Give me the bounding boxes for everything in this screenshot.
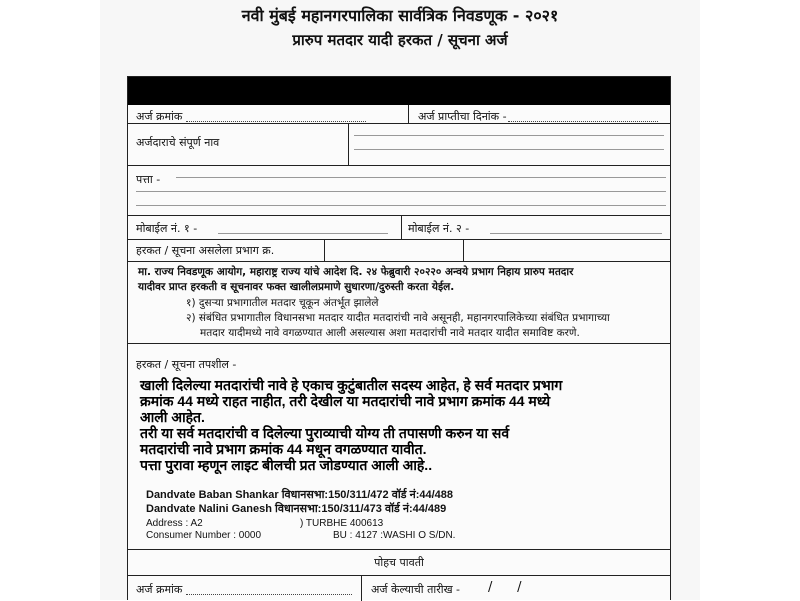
divider — [463, 239, 464, 261]
details-handwritten-text — [140, 377, 665, 473]
address-field[interactable] — [176, 177, 666, 178]
divider — [128, 123, 670, 124]
divider — [128, 239, 670, 240]
mobile2-field[interactable] — [490, 233, 662, 234]
applicant-name-field[interactable] — [354, 135, 664, 136]
divider — [128, 215, 670, 216]
divider — [361, 575, 362, 601]
details-line: पत्ता पुरावा म्हणून लाइट बीलची प्रत जोडण्यात आली आहे.. — [140, 457, 433, 473]
receipt-title: पोहच पावती — [374, 556, 424, 569]
divider — [348, 123, 349, 165]
address-label: पत्ता - — [136, 173, 161, 186]
instruction-point2-line2: मतदार यादीमध्ये नावे वगळण्यात आली असल्यास अशा मतदारांची नावे मतदार यादीत समाविष्ट करणे. — [200, 327, 580, 339]
instruction-point2-line1: २) संबंधित प्रभागातील विधानसभा मतदार यादीत मतदारांची नावे असूनही, महानगरपालिकेच्या संबंधित प्रभागाच्या — [186, 312, 610, 324]
voter-entry-2: Dandvate Nalini Ganesh विधानसभा:150/311/473 वॉर्ड नं:44/489 — [146, 503, 447, 515]
consumer-number-prefix: Consumer Number : 0000 — [146, 530, 262, 541]
divider — [128, 549, 670, 550]
application-no-label: अर्ज क्रमांक — [136, 110, 183, 123]
instruction-point1: १) दुसऱ्या प्रभागातील मतदार चूकून अंतर्भूत झालेले — [186, 297, 379, 309]
receipt-date-field[interactable]: / / — [488, 580, 522, 595]
objection-form — [127, 76, 671, 600]
document-subtitle: प्रारुप मतदार यादी हरकत / सूचना अर्ज — [292, 31, 508, 49]
document-title: नवी मुंबई महानगरपालिका सार्वत्रिक निवडणूक - २०२१ — [241, 6, 559, 25]
instruction-line1: मा. राज्य निवडणूक आयोग, महाराष्ट्र राज्य यांचे आदेश दि. २४ फेब्रुवारी २०२२० अन्वये प्रभाग निहाय प्रारुप मतदार — [138, 266, 574, 278]
divider — [128, 261, 670, 262]
divider — [128, 575, 670, 576]
application-no-field[interactable] — [186, 121, 366, 122]
applicant-name-field-line2[interactable] — [354, 149, 664, 150]
voter-entry-1: Dandvate Baban Shankar विधानसभा:150/311/472 वॉर्ड नं:44/488 — [146, 489, 454, 501]
mobile1-field[interactable] — [218, 233, 388, 234]
divider — [408, 105, 409, 123]
consumer-bu-info: BU : 4127 :WASHI O S/DN. — [333, 530, 456, 541]
receipt-application-date-label: अर्ज केल्याची तारीख - — [371, 583, 461, 596]
details-line: खाली दिलेल्या मतदारांची नावे हे एकाच कुटुंबातील सदस्य आहेत, हे सर्व मतदार प्रभाग — [140, 377, 563, 393]
mobile1-label: मोबाईल नं. १ - — [136, 222, 198, 235]
divider — [128, 343, 670, 344]
received-date-field[interactable] — [508, 121, 658, 122]
divider — [128, 165, 670, 166]
address-field-line3[interactable] — [136, 205, 666, 206]
form-header-bar — [128, 77, 670, 105]
divider — [401, 215, 402, 239]
receipt-application-no-label: अर्ज क्रमांक — [136, 583, 183, 596]
details-line: मतदारांची नावे प्रभाग क्रमांक 44 मधून वगळण्यात यावीत. — [140, 441, 427, 457]
address-proof-suffix: ) TURBHE 400613 — [300, 518, 384, 529]
divider — [324, 239, 325, 261]
ward-label: हरकत / सूचना असलेला प्रभाग क्र. — [136, 244, 275, 257]
details-line: तरी या सर्व मतदारांची व दिलेल्या पुराव्याची योग्य ती तपासणी करुन या सर्व — [140, 425, 510, 441]
details-line: क्रमांक 44 मध्ये राहत नाहीत, तरी देखील या मतदारांची नावे प्रभाग क्रमांक 44 मध्ये — [140, 393, 551, 409]
receipt-application-no-field[interactable] — [186, 594, 352, 595]
mobile2-label: मोबाईल नं. २ - — [408, 222, 470, 235]
address-proof-prefix: Address : A2 — [146, 518, 203, 529]
received-date-label: अर्ज प्राप्तीचा दिनांक - — [418, 110, 507, 123]
address-field-line2[interactable] — [136, 191, 666, 192]
instruction-line2: यादीवर प्राप्त हरकती व सूचनावर फक्त खालीलप्रमाणे सुधारणा/दुरुस्ती करता येईल. — [138, 281, 455, 293]
applicant-name-label: अर्जदाराचे संपूर्ण नाव — [136, 136, 220, 149]
details-label: हरकत / सूचना तपशील - — [136, 358, 237, 371]
details-line: आली आहेत. — [140, 409, 205, 425]
